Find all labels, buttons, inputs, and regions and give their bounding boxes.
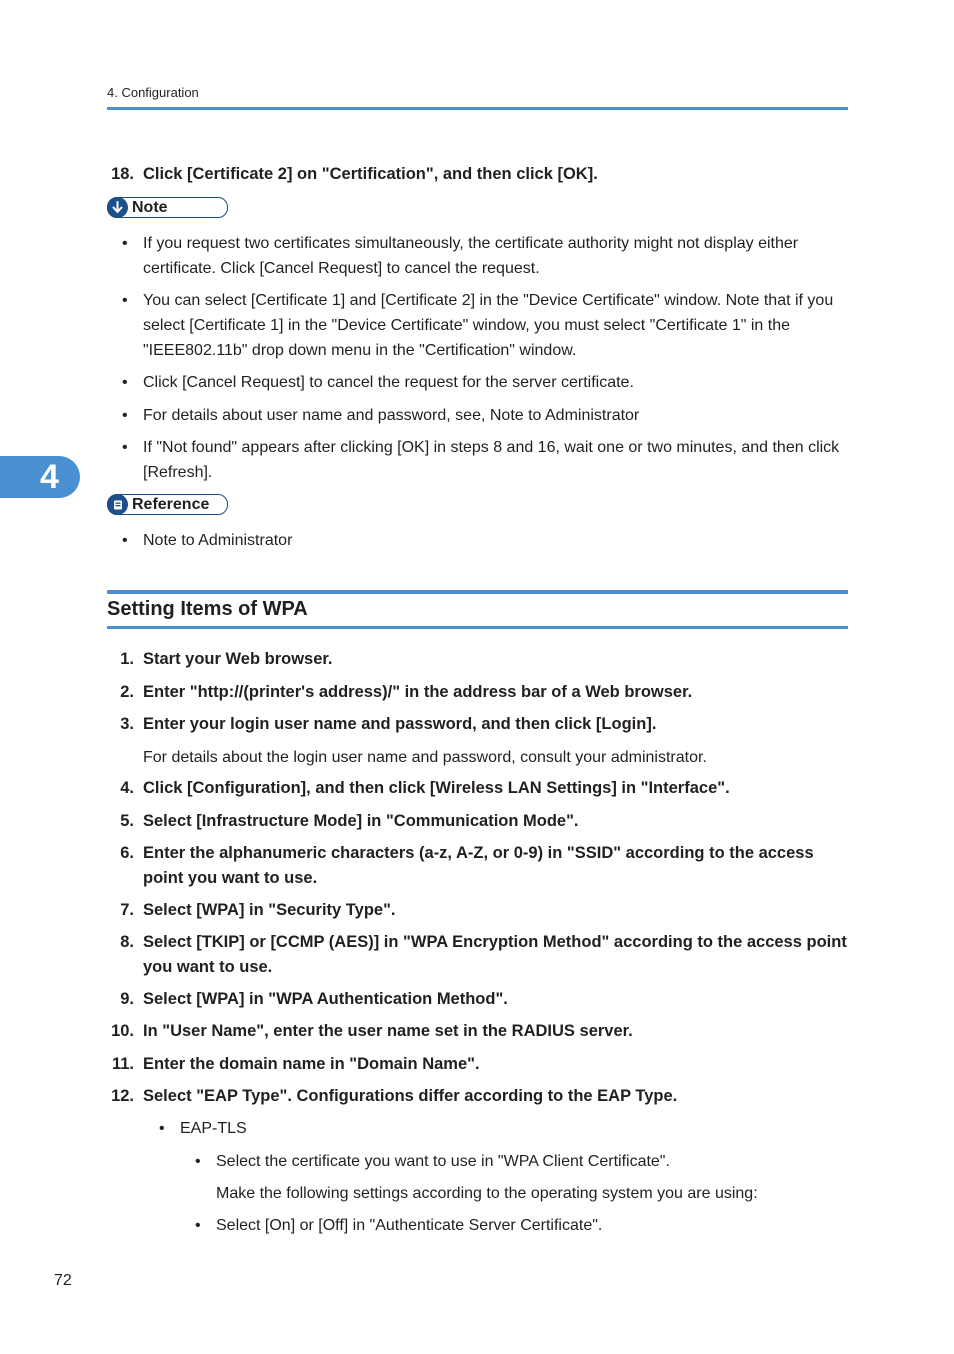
note-item: • Click [Cancel Request] to cancel the request for the server certificate.: [122, 374, 634, 391]
eap-type-item: • EAP-TLS: [159, 1120, 247, 1137]
step-item: 4. Click [Configuration], and then click [Wireless LAN Settings] in "Interface".: [120, 779, 730, 797]
step-item: 5. Select [Infrastructure Mode] in "Communication Mode".: [120, 812, 579, 830]
step-item: 8. Select [TKIP] or [CCMP (AES)] in "WPA Encryption Method" according to the access point you want to use.: [120, 933, 847, 976]
note-badge: [107, 197, 228, 218]
chapter-tab: [0, 456, 80, 498]
note-item: • If you request two certificates simultaneously, the certificate authority might not display either certificate. Click [Cancel Request] to cancel the request.: [122, 235, 799, 277]
step-item: 1. Start your Web browser.: [120, 650, 333, 668]
eap-sub-item: • Select the certificate you want to use in "WPA Client Certificate".: [195, 1153, 670, 1170]
step-item: 3. Enter your login user name and password, and then click [Login].: [120, 715, 657, 733]
step-18: [107, 162, 848, 187]
step-item: 10. In "User Name", enter the user name set in the RADIUS server.: [111, 1022, 633, 1040]
section-title: Setting Items of WPA: [107, 598, 308, 620]
section-rule-top: [107, 590, 848, 594]
arrow-down-icon: [107, 197, 128, 218]
step-item: 6. Enter the alphanumeric characters (a-z, A-Z, or 0-9) in "SSID" according to the access point you want to use.: [120, 844, 814, 887]
step-number: 18.: [111, 165, 134, 183]
chapter-number: 4: [40, 458, 59, 496]
reference-item: • Note to Administrator: [122, 532, 293, 549]
step-text: Click [Certificate 2] on "Certification", and then click [OK].: [143, 165, 598, 183]
note-item: • For details about user name and password, see, Note to Administrator: [122, 407, 640, 424]
step-item: 7. Select [WPA] in "Security Type".: [120, 901, 396, 919]
eap-sub-item: • Select [On] or [Off] in "Authenticate Server Certificate".: [195, 1217, 603, 1234]
note-item: • If "Not found" appears after clicking [OK] in steps 8 and 16, wait one or two minutes, and then click [Refresh].: [122, 439, 840, 481]
book-icon: [107, 494, 128, 515]
header-rule: [107, 107, 848, 110]
reference-label: Reference: [132, 496, 210, 513]
step-item: 2. Enter "http://(printer's address)/" in the address bar of a Web browser.: [120, 683, 693, 701]
step-item: 11. Enter the domain name in "Domain Name".: [111, 1055, 480, 1073]
reference-badge: [107, 494, 228, 515]
step-item: 12. Select "EAP Type". Configurations differ according to the EAP Type.: [111, 1087, 678, 1105]
step-detail: For details about the login user name and password, consult your administrator.: [143, 749, 707, 766]
running-header: 4. Configuration: [107, 85, 199, 100]
section-rule-bottom: [107, 626, 848, 629]
page-number: 72: [54, 1272, 72, 1289]
step-item: 9. Select [WPA] in "WPA Authentication Method".: [120, 990, 508, 1008]
note-label: Note: [132, 199, 168, 216]
note-item: • You can select [Certificate 1] and [Certificate 2] in the "Device Certificate" window. Note that if you select [Certificate 1] in the "Device Certificate" window, you must select "Certificate 1" in the "IEEE802.11b" drop down menu in the "Certification" window.: [122, 292, 834, 359]
eap-sub-detail: Make the following settings according to the operating system you are using:: [216, 1185, 758, 1202]
